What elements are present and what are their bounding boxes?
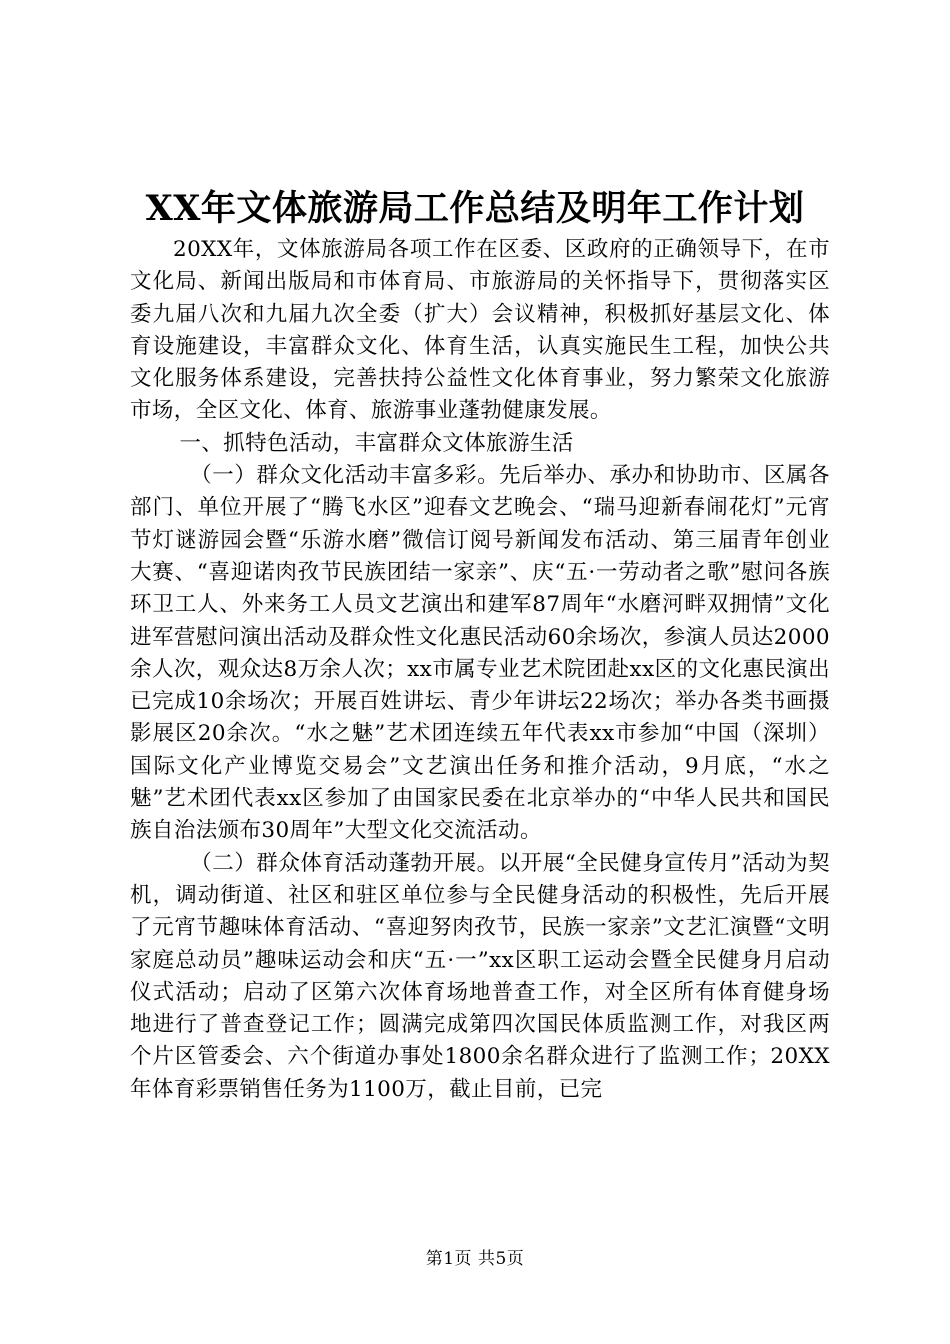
body-paragraph: （一）群众文化活动丰富多彩。先后举办、承办和协助市、区属各部门、单位开展了“腾飞水区”迎春文艺晚会、“瑞马迎新春闹花灯”元宵节灯谜游园会暨“乐游水磨”微信订阅号新闻发布活动、第三届青年创业大赛、“喜迎诺肉孜节民族团结一家亲”、庆“五·一劳动者之歌”慰问各族环卫工人、外来务工人员文艺演出和建军87周年“水磨河畔双拥情”文化进军营慰问演出活动及群众性文化惠民活动60余场次，参演人员达2000余人次，观众达8万余人次；xx市属专业艺术院团赴xx区的文化惠民演出已完成10余场次；开展百姓讲坛、青少年讲坛22场次；举办各类书画摄影展区20余次。“水之魅”艺术团连续五年代表xx市参加“中国（深圳）国际文化产业博览交易会”文艺演出任务和推介活动，9月底，“水之魅”艺术团代表xx区参加了由国家民委在北京举办的“中华人民共和国民族自治法颁布30周年”大型文化交流活动。: [130, 463, 830, 844]
section-heading: 一、抓特色活动，丰富群众文体旅游生活: [179, 430, 574, 456]
body-paragraph: （二）群众体育活动蓬勃开展。以开展“全民健身宣传月”活动为契机，调动街道、社区和驻区单位参与全民健身活动的积极性，先后开展了元宵节趣味体育活动、“喜迎努肉孜节，民族一家亲”文艺汇演暨“文明家庭总动员”趣味运动会和庆“五·一”xx区职工运动会暨全民健身月启动仪式活动；启动了区第六次体育场地普查工作，对全区所有体育健身场地进行了普查登记工作；圆满完成第四次国民体质监测工作，对我区两个片区管委会、六个街道办事处1800余名群众进行了监测工作；20XX年体育彩票销售任务为1100万，截止目前，已完: [130, 850, 830, 1102]
page-number: 第1页 共5页: [425, 1249, 525, 1269]
body-paragraph: 20XX年，文体旅游局各项工作在区委、区政府的正确领导下，在市文化局、新闻出版局和市体育局、市旅游局的关怀指导下，贯彻落实区委九届八次和九届九次全委（扩大）会议精神，积极抓好基层文化、体育设施建设，丰富群众文化、体育生活，认真实施民生工程，加快公共文化服务体系建设，完善扶持公益性文化体育事业，努力繁荣文化旅游市场，全区文化、体育、旅游事业蓬勃健康发展。: [130, 237, 830, 424]
document-body: [130, 234, 830, 1106]
document-title: XX年文体旅游局工作总结及明年工作计划: [145, 188, 805, 229]
